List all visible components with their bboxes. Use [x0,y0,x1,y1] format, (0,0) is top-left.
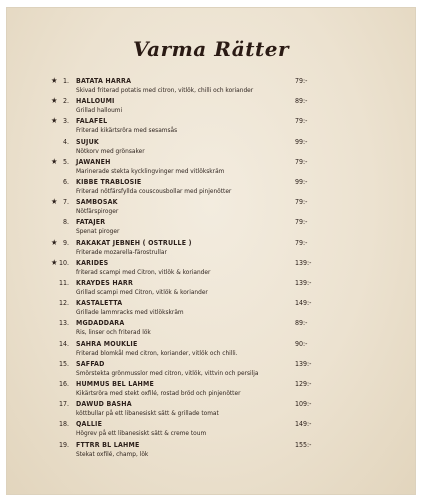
item-name: HALLOUMI [76,97,115,106]
menu-page [6,7,416,495]
menu-item [6,340,416,360]
item-name: KASTALETTA [76,299,123,308]
item-name: DAWUD BASHA [76,400,132,409]
item-price: 109:- [295,400,312,409]
item-number: 6. [62,178,69,186]
menu-item [6,259,416,279]
item-name: FTTRR BL LAHME [76,440,140,449]
star-icon: ★ [51,237,58,247]
star-icon: ★ [51,96,58,106]
item-price: 139:- [295,258,312,267]
item-description: Högrev på ett libanesiskt sätt & creme toum [76,429,207,438]
item-description: Skivad friterad potatis med citron, vitlök, chilli och koriander [76,86,254,94]
item-name: KARIDES [76,258,109,267]
item-price: 89:- [295,319,308,328]
item-number: 14. [58,339,69,348]
item-name: HUMMUS BEL LAHME [76,380,154,388]
menu-item [6,198,416,218]
menu-item [6,138,416,158]
item-description: Marinerade stekta kycklingvinger med vitlökskräm [76,166,225,175]
item-description: köttbullar på ett libanesiskt sätt & grillade tomat [76,409,219,418]
menu-item [6,97,416,117]
item-number: 16. [58,380,69,388]
item-description: Friterad kikärtsröra med sesamsås [76,126,178,135]
item-number: 3. [62,117,69,126]
item-number: 17. [58,400,69,409]
item-name: KIBBE TRABLOSIE [76,178,142,186]
item-name: SUJUK [76,137,99,146]
item-description: friterad scampi med Citron, vitlök & koriander [76,267,211,276]
menu-item [6,279,416,299]
menu-item [6,319,416,339]
item-description: Grillad scampi med Citron, vitlök & koriander [76,288,208,296]
item-price: 90:- [295,339,308,348]
item-description: Nötkorv med grönsaker [76,146,145,155]
item-description: Grillade lammracks med vitlökskräm [76,308,184,317]
menu-item [6,218,416,238]
item-number: 15. [58,359,69,368]
item-description: Grillad halloumi [76,106,123,115]
item-price: 149:- [295,299,312,308]
menu-item [6,380,416,400]
menu-item [6,239,416,259]
item-name: QALLIE [76,420,103,429]
item-number: 12. [58,299,69,308]
item-description: Friterad blomkål med citron, koriander, vitlök och chilli. [76,348,238,357]
star-icon: ★ [51,156,58,166]
item-description: Kikärtsröra med stekt oxfilé, rostad bröd och pinjenötter [76,389,241,397]
menu-item [6,420,416,440]
menu-item [6,400,416,420]
item-price: 155:- [295,440,312,449]
item-number: 19. [58,440,69,449]
item-name: FATAJER [76,218,106,227]
item-price: 99:- [295,137,308,146]
item-description: Friterad nötfärsfyllda couscousbollar med pinjenötter [76,187,232,195]
item-description: Ris, linser och friterad lök [76,328,151,337]
item-description: Nötfärspiroger [76,207,119,216]
item-price: 79:- [295,198,308,207]
item-name: RAKAKAT JEBNEH ( OSTRULLE ) [76,238,192,247]
menu-item [6,77,416,97]
item-name: SAMBOSAK [76,198,118,207]
menu-item [6,441,416,461]
item-number: 10. [58,258,69,267]
item-description: Friterade mozarella-färostrullar [76,247,167,256]
star-icon: ★ [51,197,58,207]
item-name: KRAYDES HARR [76,279,133,287]
item-number: 18. [58,420,69,429]
item-price: 139:- [295,279,312,287]
menu-title: Varma Rätter [132,37,290,61]
item-number: 5. [62,157,69,166]
item-price: 129:- [295,380,312,388]
star-icon: ★ [51,257,58,267]
item-name: SAFFAD [76,359,105,368]
star-icon: ★ [51,116,58,126]
item-number: 1. [62,77,69,85]
star-icon: ★ [51,76,58,85]
item-number: 7. [62,198,69,207]
menu-item [6,178,416,198]
item-price: 89:- [295,97,308,106]
menu-item [6,360,416,380]
item-price: 79:- [295,77,308,85]
item-name: MGDADDARA [76,319,125,328]
item-number: 8. [62,218,69,227]
item-price: 139:- [295,359,312,368]
item-price: 79:- [295,238,308,247]
item-price: 79:- [295,117,308,126]
item-description: Spenat piroger [76,227,120,236]
item-name: BATATA HARRA [76,77,132,85]
item-name: FALAFEL [76,117,108,126]
item-price: 79:- [295,157,308,166]
item-description: Smörstekta grönmusslor med citron, vitlök, vittvin och persilja [76,368,259,377]
item-number: 4. [62,137,69,146]
item-price: 99:- [295,178,308,186]
item-name: JAWANEH [76,157,111,166]
item-description: Stekat oxfilé, champ, lök [76,449,149,458]
item-name: SAHRA MOUKLIE [76,339,138,348]
item-number: 11. [58,279,69,287]
menu-item [6,158,416,178]
item-number: 13. [58,319,69,328]
item-number: 2. [62,97,69,106]
menu-item [6,299,416,319]
item-price: 149:- [295,420,312,429]
item-price: 79:- [295,218,308,227]
menu-item [6,117,416,137]
item-number: 9. [62,238,69,247]
